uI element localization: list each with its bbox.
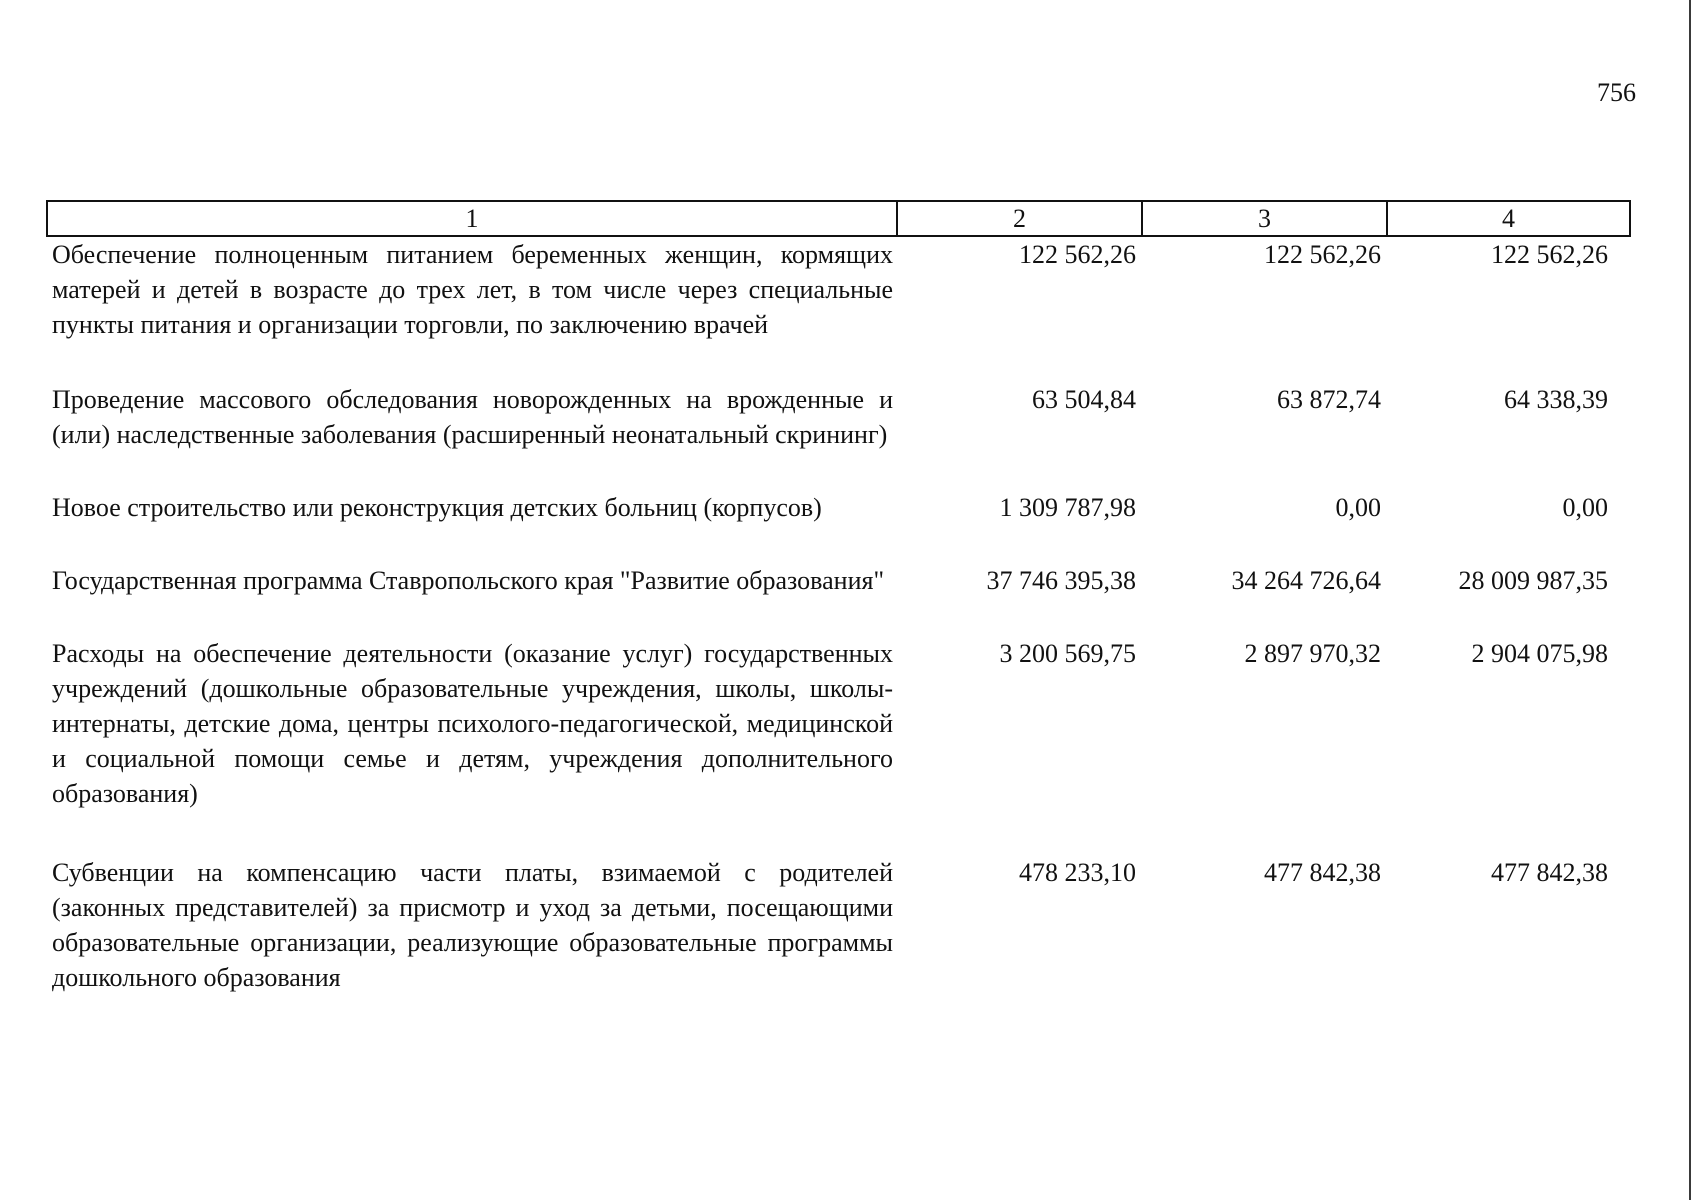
- row-value-col2: 63 504,84: [1032, 385, 1136, 414]
- row-value-col2: 1 309 787,98: [999, 493, 1136, 522]
- table-row: [47, 236, 1630, 382]
- row-description: Проведение массового обследования новорожденных на врожденные и (или) наследственные заболевания (расширенный неонатальный скрининг): [52, 385, 893, 449]
- column-header-4: 4: [1387, 201, 1630, 236]
- row-description: Обеспечение полноценным питанием беременных женщин, кормящих матерей и детей в возрасте до трех лет, в том числе через специальные пункты питания и организации торговли, по заключению врачей: [52, 240, 893, 339]
- row-value-col3: 63 872,74: [1277, 385, 1381, 414]
- page-number: 756: [1597, 78, 1636, 107]
- row-value-col4: 477 842,38: [1491, 858, 1608, 887]
- row-value-col4: 122 562,26: [1491, 240, 1608, 269]
- table-body: [47, 236, 1630, 1005]
- scan-edge-line: [1689, 0, 1691, 1200]
- row-value-col4: 2 904 075,98: [1471, 639, 1608, 668]
- table-row: [47, 855, 1630, 1005]
- column-header-3: 3: [1142, 201, 1387, 236]
- table-header: [47, 201, 1630, 236]
- table-row: [47, 563, 1630, 636]
- row-description: Расходы на обеспечение деятельности (оказание услуг) государственных учреждений (дошкольные образовательные учреждения, школы, школы-интернаты, детские дома, центры психолого-педагогической, медицинской и социальной помощи семье и детям, учреждения дополнительного образования): [52, 639, 893, 808]
- row-value-col3: 2 897 970,32: [1244, 639, 1381, 668]
- row-value-col4: 28 009 987,35: [1458, 566, 1608, 595]
- row-value-col3: 0,00: [1335, 493, 1381, 522]
- row-value-col4: 0,00: [1562, 493, 1608, 522]
- header-row: [47, 201, 1630, 236]
- table-row: [47, 636, 1630, 855]
- column-header-1: 1: [47, 201, 897, 236]
- row-description: Государственная программа Ставропольского края "Развитие образования": [52, 566, 885, 595]
- row-description: Новое строительство или реконструкция детских больниц (корпусов): [52, 493, 822, 522]
- row-value-col3: 477 842,38: [1264, 858, 1381, 887]
- budget-table-container: [46, 200, 1629, 1005]
- table-row: [47, 382, 1630, 490]
- row-value-col2: 122 562,26: [1019, 240, 1136, 269]
- row-value-col3: 34 264 726,64: [1231, 566, 1381, 595]
- row-description: Субвенции на компенсацию части платы, взимаемой с родителей (законных представителей) за присмотр и уход за детьми, посещающими образовательные организации, реализующие образовательные программы дошкольного образования: [52, 858, 893, 992]
- row-value-col3: 122 562,26: [1264, 240, 1381, 269]
- row-value-col4: 64 338,39: [1504, 385, 1608, 414]
- row-value-col2: 478 233,10: [1019, 858, 1136, 887]
- row-value-col2: 3 200 569,75: [999, 639, 1136, 668]
- row-value-col2: 37 746 395,38: [986, 566, 1136, 595]
- table-row: [47, 490, 1630, 563]
- budget-table: [46, 200, 1631, 1005]
- column-header-2: 2: [897, 201, 1142, 236]
